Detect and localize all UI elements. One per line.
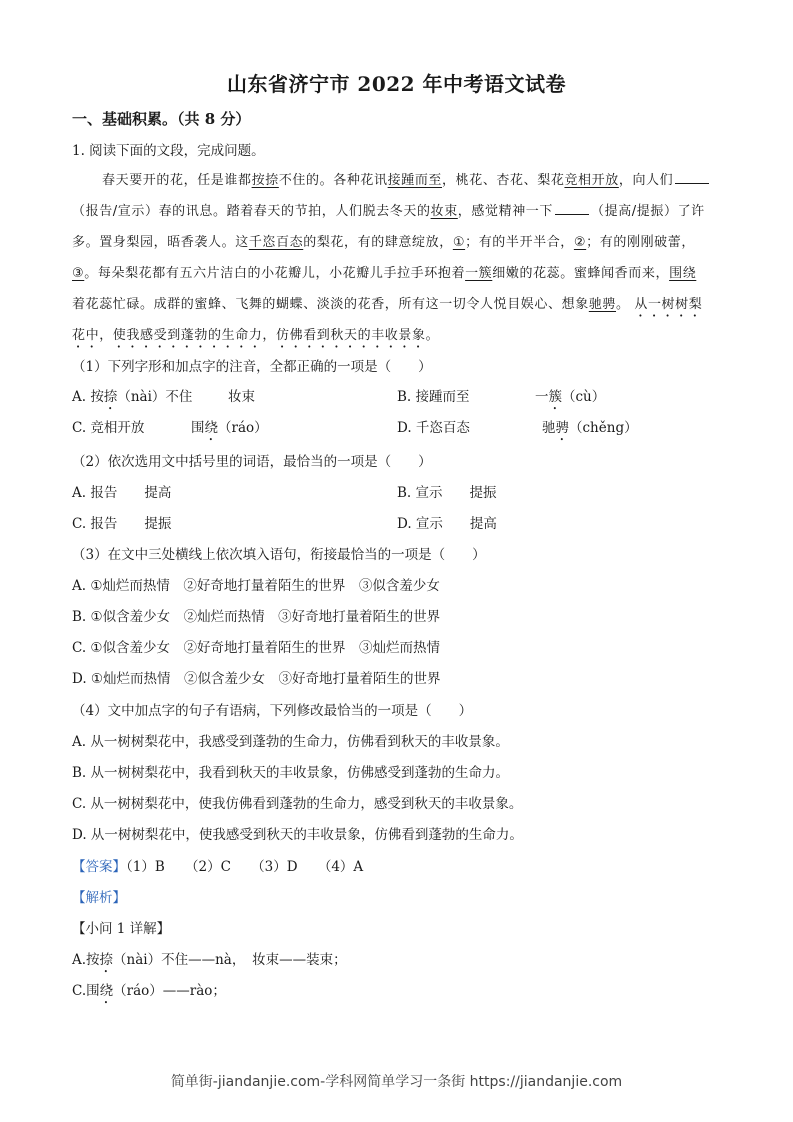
section-heading: 一、基础积累。（共 8 分） <box>72 110 251 128</box>
subquestion-2-stem: （2）依次选用文中括号里的词语，最恰当的一项是（ ） <box>72 454 432 470</box>
option-d: D. 从一树树梨花中，使我感受到秋天的丰收景象，仿佛看到蓬勃的生命力。 <box>72 827 523 843</box>
option-a: A. 按捺（nài）不住 <box>72 389 193 405</box>
option-d: D. 千恣百态 <box>397 420 470 436</box>
option-b: B. 宣示 提振 <box>397 485 497 501</box>
detail-line-2: C.围绕（ráo）——rào； <box>72 983 226 999</box>
detail-heading: 【小问 1 详解】 <box>72 921 171 937</box>
subquestion-2-row-cd <box>72 514 722 534</box>
passage-line-4: ③。每朵梨花都有五六片洁白的小花瓣儿，小花瓣儿手拉手环抱着一簇细嫩的花蕊。蜜蜂闻香而来，围绕 <box>72 266 697 281</box>
analysis-label: 【解析】 <box>72 890 126 906</box>
option-c: C. 报告 提振 <box>72 516 172 532</box>
page-title: 山东省济宁市 2022 年中考语文试卷 <box>226 72 567 96</box>
detail-line-1: A.按捺（nài）不住——nà， 妆束——装束； <box>72 952 347 968</box>
passage-line-2: （报告/宣示）春的讯息。踏着春天的节拍，人们脱去冬天的妆束，感觉精神一下 （提高/提振）了许 <box>72 204 705 219</box>
page-footer: 简单街-jiandanjie.com-学科网简单学习一条街 https://jiandanjie.com <box>170 1074 623 1090</box>
question-intro: 1. 阅读下面的文段，完成问题。 <box>72 143 265 159</box>
subquestion-4-stem: （4）文中加点字的句子有语病，下列修改最恰当的一项是（ ） <box>72 703 473 719</box>
option-a: A. ①灿烂而热情 ②好奇地打量着陌生的世界 ③似含羞少女 <box>72 578 440 594</box>
option-a: A. 报告 提高 <box>72 485 172 501</box>
subquestion-1-stem: （1）下列字形和加点字的注音，全都正确的一项是（ ） <box>72 359 432 375</box>
subquestion-1-row-ab: A. 按捺（nài）不住 妆束 B. 接踵而至 一簇（cù） <box>72 389 606 405</box>
passage-line-6: 花中，使我感受到蓬勃的生命力，仿佛看到秋天的丰收景象。 <box>72 328 440 343</box>
subquestion-1-row-cd: C. 竞相开放 围绕（ráo） D. 千恣百态 驰骋（chěng） <box>72 420 638 436</box>
option-d: D. ①灿烂而热情 ②似含羞少女 ③好奇地打量着陌生的世界 <box>72 671 441 687</box>
answer-text: （1）B （2）C （3）D （4）A <box>126 859 364 875</box>
answer-line <box>72 857 363 877</box>
option-d: D. 宣示 提高 <box>397 516 497 532</box>
option-b: B. ①似含羞少女 ②灿烂而热情 ③好奇地打量着陌生的世界 <box>72 609 441 625</box>
subquestion-2-row-ab <box>72 483 722 503</box>
option-c: C. ①似含羞少女 ②好奇地打量着陌生的世界 ③灿烂而热情 <box>72 640 441 656</box>
answer-label: 【答案】 <box>72 859 126 875</box>
option-a: A. 从一树树梨花中，我感受到蓬勃的生命力，仿佛看到秋天的丰收景象。 <box>72 734 509 750</box>
option-b: B. 从一树树梨花中，我看到秋天的丰收景象，仿佛感受到蓬勃的生命力。 <box>72 765 510 781</box>
blank-2 <box>555 202 589 215</box>
subquestion-3-stem: （3）在文中三处横线上依次填入语句，衔接最恰当的一项是（ ） <box>72 547 486 563</box>
blank-1 <box>675 171 709 184</box>
option-c: C. 从一树树梨花中，使我仿佛看到蓬勃的生命力，感受到秋天的丰收景象。 <box>72 796 523 812</box>
option-b: B. 接踵而至 <box>397 389 470 405</box>
passage-line-3: 多。置身梨园，晤香袭人。这千恣百态的梨花，有的肆意绽放，①；有的半开半合，②；有的刚刚破蕾， <box>72 235 695 250</box>
passage-line-1: 春天要开的花，任是谁都按捺不住的。各种花讯接踵而至，桃花、杏花、梨花竞相开放，向人们 <box>102 171 711 191</box>
option-c: C. 竞相开放 <box>72 420 145 436</box>
passage-line-5: 着花蕊忙碌。成群的蜜蜂、飞舞的蝴蝶、淡淡的花香，所有这一切令人悦目娱心、想象驰骋。 从一树树梨 <box>72 297 703 312</box>
